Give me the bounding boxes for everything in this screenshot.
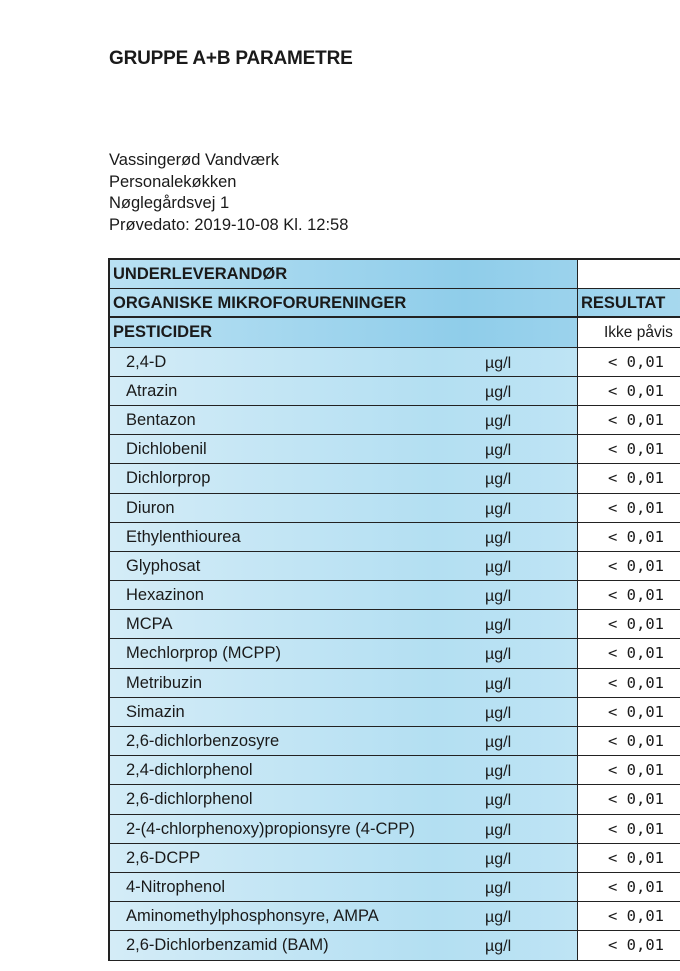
address-line: Nøglegårdsvej 1 [109, 194, 230, 212]
table-row [110, 464, 680, 493]
parameter-unit: µg/l [485, 675, 512, 693]
table-row [110, 785, 680, 814]
parameter-result: < 0,01 [577, 815, 680, 843]
sample-date: Prøvedato: 2019-10-08 Kl. 12:58 [109, 215, 349, 234]
parameter-unit: µg/l [485, 879, 512, 897]
table-row [110, 815, 680, 844]
parameter-name: Atrazin [126, 381, 178, 400]
parameter-name: 2,6-Dichlorbenzamid (BAM) [126, 936, 329, 955]
parameter-name: Diuron [126, 498, 175, 517]
parameter-result: < 0,01 [577, 785, 680, 813]
table-row [110, 523, 680, 552]
parameter-result: < 0,01 [577, 377, 680, 405]
parameter-name: 2,6-dichlorbenzosyre [126, 732, 280, 750]
table-row [110, 494, 680, 523]
address-line: Personalekøkken [109, 172, 237, 191]
parameter-result: < 0,01 [577, 552, 680, 580]
table-row [110, 639, 680, 668]
parameter-unit: µg/l [485, 354, 512, 372]
parameter-result: < 0,01 [577, 639, 680, 667]
parameter-unit: µg/l [485, 850, 512, 868]
table-row [110, 552, 680, 581]
parameter-name: MCPA [126, 615, 173, 634]
table-row [110, 698, 680, 727]
subcategory-result: Ikke påvis [577, 318, 680, 346]
parameter-result: < 0,01 [577, 581, 680, 609]
table-row [110, 931, 680, 960]
table-body [110, 348, 680, 961]
parameter-unit: µg/l [485, 938, 512, 956]
parameter-unit: µg/l [485, 646, 512, 664]
parameter-unit: µg/l [485, 617, 512, 635]
table-row [110, 756, 680, 785]
parameter-unit: µg/l [485, 588, 512, 606]
parameter-unit: µg/l [485, 412, 512, 430]
results-table [108, 258, 680, 961]
parameter-name: Ethylenthiourea [126, 527, 241, 546]
table-row [110, 377, 680, 406]
parameter-unit: µg/l [485, 558, 512, 576]
parameter-name: 2-(4-chlorphenoxy)propionsyre (4-CPP) [126, 819, 415, 838]
parameter-name: 2,4-dichlorphenol [126, 761, 253, 780]
parameter-unit: µg/l [485, 383, 512, 401]
parameter-name: 2,6-DCPP [126, 848, 201, 867]
parameter-result: < 0,01 [577, 494, 680, 522]
section-header-result-cell [577, 260, 680, 288]
parameter-name: Simazin [126, 702, 185, 721]
page-title: GRUPPE A+B PARAMETRE [109, 48, 353, 69]
subcategory-header: PESTICIDER [113, 323, 213, 342]
table-row [110, 581, 680, 610]
parameter-result: < 0,01 [577, 756, 680, 784]
parameter-result: < 0,01 [577, 902, 680, 930]
section-header-row [110, 260, 680, 289]
category-header-row [110, 289, 680, 318]
parameter-unit: µg/l [485, 529, 512, 547]
parameter-unit: µg/l [485, 442, 512, 460]
parameter-result: < 0,01 [577, 464, 680, 492]
parameter-unit: µg/l [485, 909, 512, 927]
address-line: Vassingerød Vandværk [109, 151, 279, 169]
parameter-unit: µg/l [485, 792, 512, 810]
parameter-result: < 0,01 [577, 669, 680, 697]
parameter-name: 4-Nitrophenol [126, 877, 226, 896]
parameter-name: Glyphosat [126, 556, 201, 575]
section-header: UNDERLEVERANDØR [113, 265, 288, 283]
table-row [110, 844, 680, 873]
table-row [110, 902, 680, 931]
parameter-name: Hexazinon [126, 586, 204, 605]
address-block [109, 150, 348, 236]
subcategory-row [110, 318, 680, 347]
parameter-result: < 0,01 [577, 406, 680, 434]
table-row [110, 610, 680, 639]
parameter-unit: µg/l [485, 471, 512, 489]
table-row [110, 873, 680, 902]
parameter-result: < 0,01 [577, 348, 680, 376]
table-row [110, 669, 680, 698]
parameter-name: Mechlorprop (MCPP) [126, 644, 281, 663]
parameter-name: Dichlobenil [126, 440, 207, 459]
parameter-name: Bentazon [126, 410, 196, 429]
parameter-result: < 0,01 [577, 435, 680, 463]
parameter-name: Aminomethylphosphonsyre, AMPA [126, 907, 379, 926]
parameter-result: < 0,01 [577, 698, 680, 726]
parameter-result: < 0,01 [577, 610, 680, 638]
table-row [110, 348, 680, 377]
parameter-name: Dichlorprop [126, 469, 211, 488]
parameter-unit: µg/l [485, 763, 512, 781]
table-row [110, 435, 680, 464]
parameter-result: < 0,01 [577, 873, 680, 901]
category-header: ORGANISKE MIKROFORURENINGER [113, 294, 407, 313]
parameter-unit: µg/l [485, 821, 512, 839]
parameter-unit: µg/l [485, 734, 512, 751]
parameter-name: 2,4-D [126, 352, 167, 371]
parameter-unit: µg/l [485, 704, 512, 722]
result-column-header: RESULTAT [577, 289, 680, 316]
parameter-result: < 0,01 [577, 844, 680, 872]
parameter-result: < 0,01 [577, 931, 680, 959]
parameter-name: 2,6-dichlorphenol [126, 790, 253, 809]
parameter-result: < 0,01 [577, 523, 680, 551]
table-row [110, 727, 680, 756]
table-row [110, 406, 680, 435]
parameter-name: Metribuzin [126, 673, 203, 692]
parameter-result: < 0,01 [577, 727, 680, 755]
parameter-unit: µg/l [485, 500, 512, 518]
